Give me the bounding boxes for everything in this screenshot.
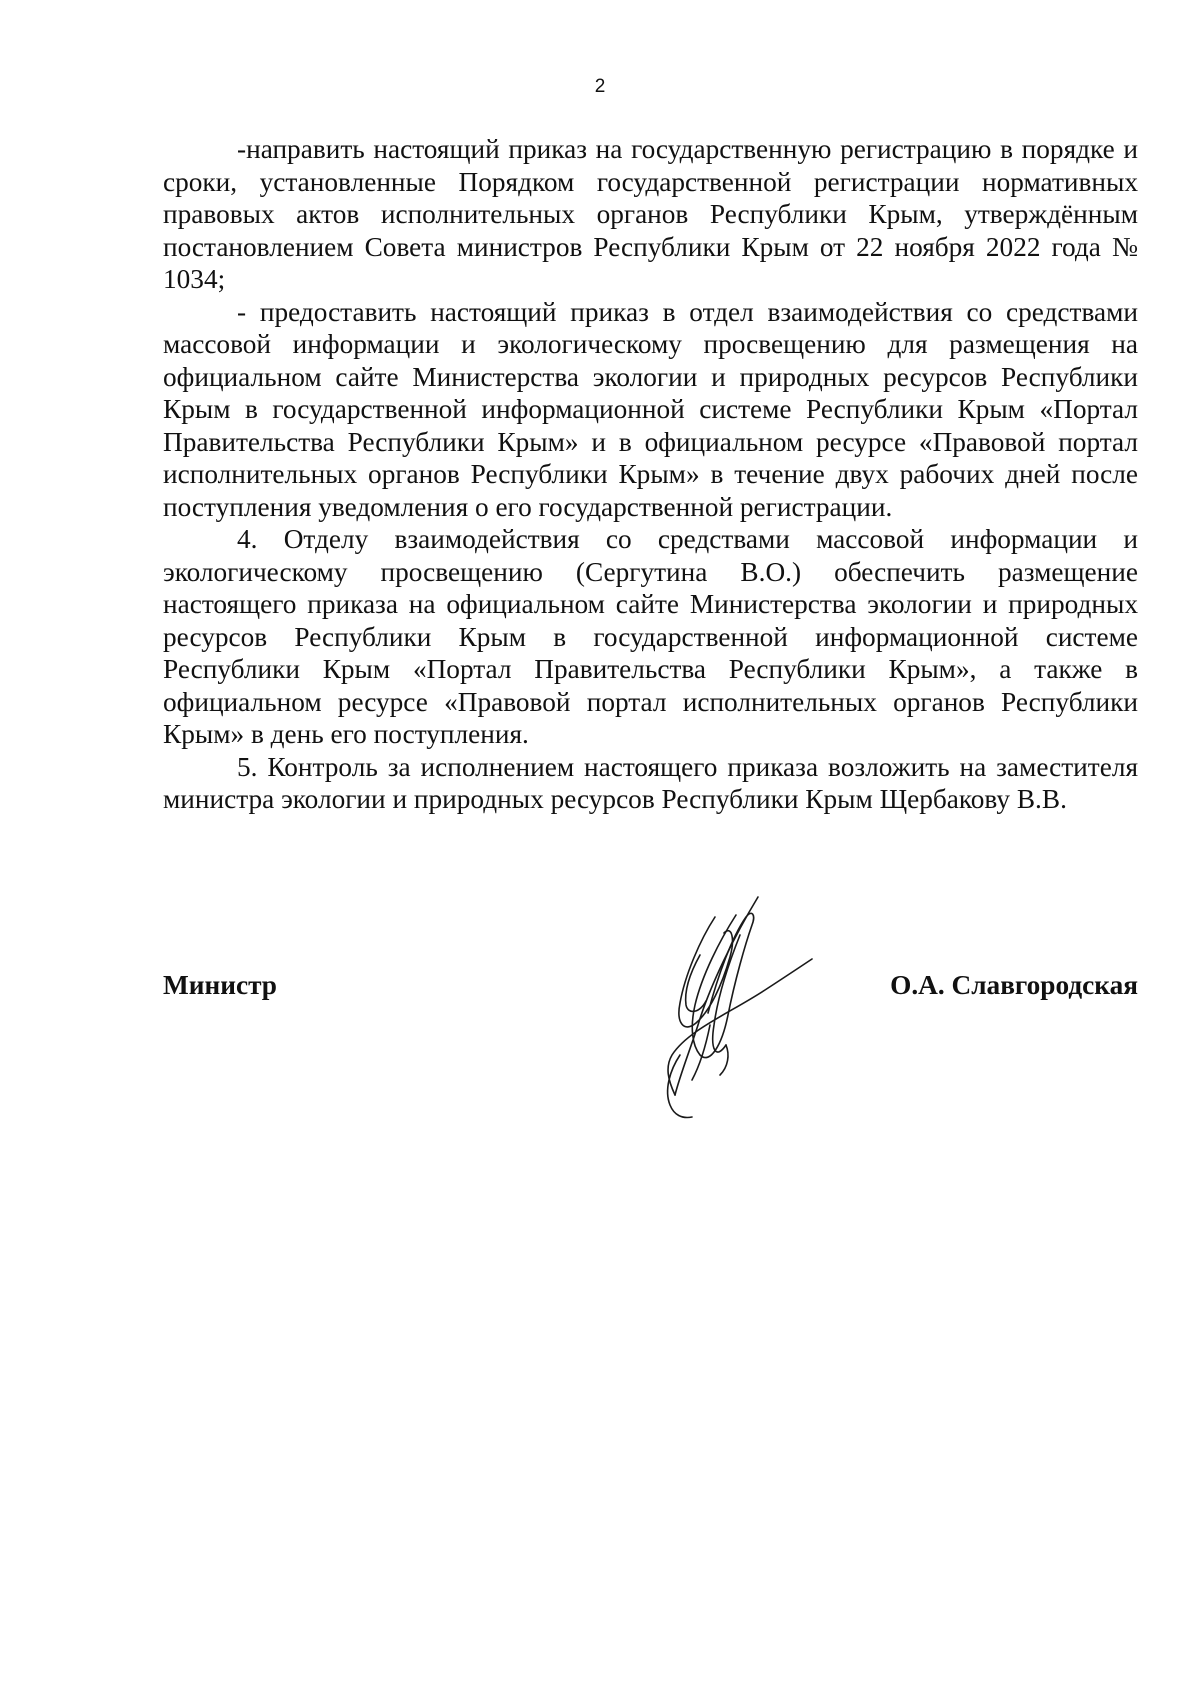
paragraph-item-5: 5. Контроль за исполнением настоящего приказа возложить на заместителя министра экологии и природных ресурсов Республики Крым Щербакову В.В. <box>163 751 1138 814</box>
paragraph-registration: -направить настоящий приказ на государственную регистрацию в порядке и сроки, установленные Порядком государственной регистрации нормативных правовых актов исполнительных органов Республики Крым, утверждённым постановлением Совета министров Республики Крым от 22 ноября 2022 года № 1034; <box>163 134 1138 294</box>
signer-title: Министр <box>163 970 277 1000</box>
paragraph-publication-request: - предоставить настоящий приказ в отдел взаимодействия со средствами массовой информации и экологическому просвещению для размещения на официальном сайте Министерства экологии и природных ресурсов Республики Крым в государственной информационной системе Республики Крым «Портал Правительства Республики Крым» и в официальном ресурсе «Правовой портал исполнительных органов Республики Крым» в течение двух рабочих дней после поступления уведомления о его государственной регистрации. <box>163 296 1138 522</box>
page-number: 2 <box>594 76 606 97</box>
handwritten-signature-icon <box>640 895 850 1120</box>
document-body <box>163 133 1138 816</box>
signer-name: О.А. Славгородская <box>890 970 1138 1000</box>
paragraph-item-4: 4. Отделу взаимодействия со средствами массовой информации и экологическому просвещению (Сергутина В.О.) обеспечить размещение настоящего приказа на официальном сайте Министерства экологии и природных ресурсов Республики Крым в государственной информационной системе Республики Крым «Портал Правительства Республики Крым», а также в официальном ресурсе «Правовой портал исполнительных органов Республики Крым» в день его поступления. <box>163 524 1138 749</box>
